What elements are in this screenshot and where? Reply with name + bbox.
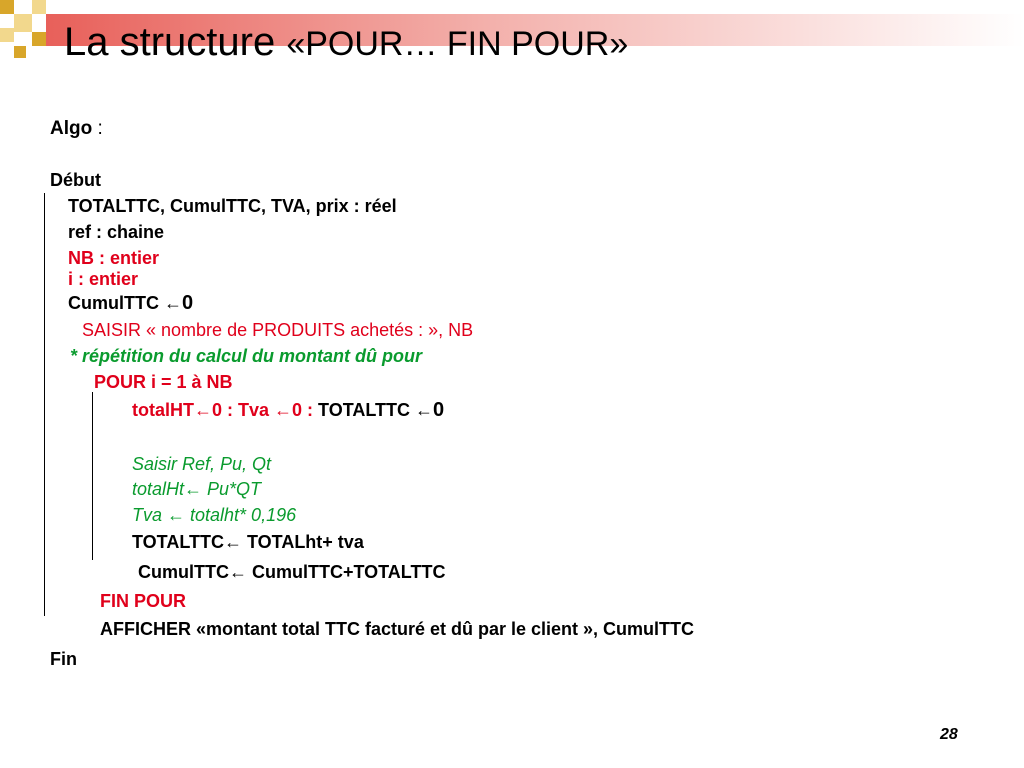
line-decl1: TOTALTTC, CumulTTC, TVA, prix : réel — [68, 196, 397, 216]
algo-label-text: Algo — [50, 118, 93, 139]
arrow-left-icon: ← — [194, 400, 212, 420]
algo-colon: : — [92, 118, 103, 139]
total-ht-a: totalHt — [132, 479, 185, 499]
arrow-left-icon: ← — [228, 562, 247, 582]
line-pour: POUR i = 1 à NB — [94, 372, 233, 392]
line-cumul — [138, 560, 445, 584]
arrow-left-icon: ← — [274, 400, 293, 420]
totalttc-a: TOTALTTC — [132, 532, 224, 552]
line-totalttc — [132, 530, 364, 554]
line-afficher: AFFICHER «montant total TTC facturé et dû par le client », CumulTTC — [100, 619, 695, 639]
line-saisir-nb: SAISIR « nombre de PRODUITS achetés : », NB — [82, 320, 474, 340]
line-decl4: i : entier — [68, 269, 139, 289]
init-loop-a: totalHT — [132, 400, 194, 420]
line-fin: Fin — [50, 649, 77, 669]
line-total-ht — [132, 477, 261, 501]
slide-title — [64, 12, 628, 74]
title-main: La structure — [64, 20, 287, 64]
init-cumul-text: CumulTTC — [68, 293, 164, 313]
total-ht-b: Pu*QT — [202, 479, 262, 499]
title-sub: «POUR… FIN POUR» — [286, 25, 629, 63]
totalttc-b: TOTALht+ tva — [241, 532, 364, 552]
arrow-left-icon: ← — [415, 400, 434, 420]
arrow-left-icon: ← — [164, 293, 182, 313]
arrow-left-icon: ← — [223, 532, 242, 552]
arrow-left-icon: ← — [167, 505, 186, 525]
init-loop-b: 0 : Tva — [212, 400, 275, 420]
page-number: 28 — [940, 726, 958, 743]
algo-label — [50, 117, 103, 141]
line-init-cumul — [68, 291, 193, 315]
decor-square — [32, 32, 46, 46]
decor-square — [14, 14, 32, 32]
decor-square — [32, 0, 46, 14]
tva-b: totalht* 0,196 — [185, 505, 297, 525]
line-tva — [132, 503, 296, 527]
cumul-b: CumulTTC+TOTALTTC — [246, 562, 446, 582]
tva-a: Tva — [132, 505, 168, 525]
decor-square — [0, 0, 14, 14]
line-decl3: NB : entier — [68, 248, 160, 268]
line-saisir-ref: Saisir Ref, Pu, Qt — [132, 454, 272, 474]
line-comment: * répétition du calcul du montant dû pour — [70, 346, 422, 366]
init-cumul-value: 0 — [182, 292, 194, 314]
decor-square — [0, 28, 14, 42]
line-decl2: ref : chaine — [68, 222, 165, 242]
line-fin-pour: FIN POUR — [100, 591, 187, 611]
block-bar-loop — [92, 392, 93, 560]
arrow-left-icon: ← — [184, 479, 203, 499]
cumul-a: CumulTTC — [138, 562, 229, 582]
init-loop-e: 0 — [433, 399, 445, 421]
decor-square — [14, 46, 26, 58]
line-init-loop — [132, 398, 444, 422]
init-loop-c: 0 : — [292, 400, 319, 420]
block-bar-main — [44, 193, 45, 616]
line-debut: Début — [50, 170, 101, 190]
init-loop-d: TOTALTTC — [318, 400, 416, 420]
